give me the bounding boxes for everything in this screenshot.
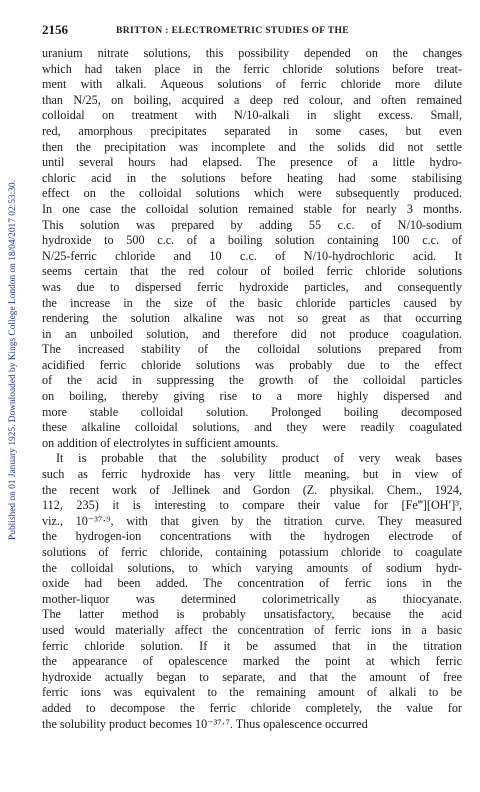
text-line: red, amorphous precipitates separated in some cases, but even [42,123,462,138]
download-watermark [6,110,20,610]
page-header [42,22,462,38]
text-line: in an unboiled solution, and therefore did not produce coagulation. [42,326,462,341]
text-line: hydroxide to 500 c.c. of a boiling solution containing 100 c.c. of [42,233,462,248]
text-line: chloric acid in the solutions before heating had some stabilising [42,170,462,185]
text-line: This solution was prepared by adding 55 c.c. of N/10-sodium [42,217,462,232]
text-line: rendering the solution alkaline was not so great as that occurring [42,311,462,326]
text-line: It is probable that the solubility product of very weak bases [56,451,462,466]
text-line: mother-liquor was determined colorimetrically as thiocyanate. [42,591,462,606]
text-line: then the precipitation was incomplete and the solids did not settle [42,139,462,154]
text-line: ment with alkali. Aqueous solutions of ferric chloride more dilute [42,77,462,92]
text-line: on addition of electrolytes in sufficient amounts. [42,435,279,450]
text-line: The increased stability of the colloidal solutions prepared from [42,342,462,357]
text-line: viz., 10⁻³⁷·⁹, with that given by the titration curve. They measured [42,513,462,528]
text-line: was due to dispersed ferric hydroxide particles, and consequently [42,279,462,294]
text-line: seems certain that the red colour of boiled ferric chloride solutions [42,264,462,279]
text-line: more stable colloidal solution. Prolonged boiling decomposed [42,404,462,419]
text-line: these alkaline colloidal solutions, and they were readily coagulated [42,420,462,435]
text-line: colloidal on treatment with N/10-alkali in slight excess. Small, [42,108,462,123]
text-line: 112, 235) it is interesting to compare their value for [Fe‴][OH′]³, [42,498,462,513]
text-line: hydroxide actually began to separate, and that the amount of free [42,669,462,684]
running-head: BRITTON : ELECTROMETRIC STUDIES OF THE [116,25,350,36]
text-line: until several hours had elapsed. The presence of a little hydro- [42,155,462,170]
text-line: added to decompose the ferric chloride completely, the value for [42,700,462,715]
article-body [42,46,462,732]
text-line: The latter method is probably unsatisfactory, because the acid [42,607,462,622]
text-line: of the acid in suppressing the growth of the colloidal particles [42,373,462,388]
paragraph-1 [42,46,462,451]
download-watermark-text: Published on 01 January 1925. Downloaded by Kings College London on 18/04/2017 02:53:30. [8,180,18,540]
text-line: the hydrogen-ion concentrations with the hydrogen electrode of [42,529,462,544]
text-line: such as ferric hydroxide has very little meaning, but in view of [42,467,462,482]
text-line: the increase in the size of the basic chloride particles caused by [42,295,462,310]
text-line: than N/25, on boiling, acquired a deep red colour, and often remained [42,92,462,107]
text-line: effect on the colloidal solutions which were subsequently produced. [42,186,462,201]
text-line: ferric ions was equivalent to the remaining amount of alkali to be [42,685,462,700]
text-line: N/25-ferric chloride and 10 c.c. of N/10-hydrochloric acid. It [42,248,462,263]
text-line: which had taken place in the ferric chloride solutions before treat- [42,61,462,76]
text-line: the recent work of Jellinek and Gordon (Z. physikal. Chem., 1924, [42,482,462,497]
text-line: the colloidal solutions, to which varying amounts of sodium hydr- [42,560,462,575]
text-line: oxide had been added. The concentration of ferric ions in the [42,576,462,591]
text-line: the solubility product becomes 10⁻³⁷·⁷. Thus opalescence occurred [42,716,368,731]
text-line: In one case the colloidal solution remained stable for nearly 3 months. [42,201,462,216]
text-line: acidified ferric chloride solutions was probably due to the effect [42,357,462,372]
text-line: ferric chloride solution. If it be assumed that in the titration [42,638,462,653]
text-line: solutions of ferric chloride, containing potassium chloride to coagulate [42,545,462,559]
paragraph-2 [42,451,462,732]
text-line: the appearance of opalescence marked the point at which ferric [42,654,462,669]
page-number: 2156 [42,22,68,37]
text-line: uranium nitrate solutions, this possibility depended on the changes [42,46,462,60]
text-line: used would materially affect the concentration of ferric ions in a basic [42,622,462,637]
text-line: on boiling, thereby giving rise to a more highly dispersed and [42,389,462,404]
